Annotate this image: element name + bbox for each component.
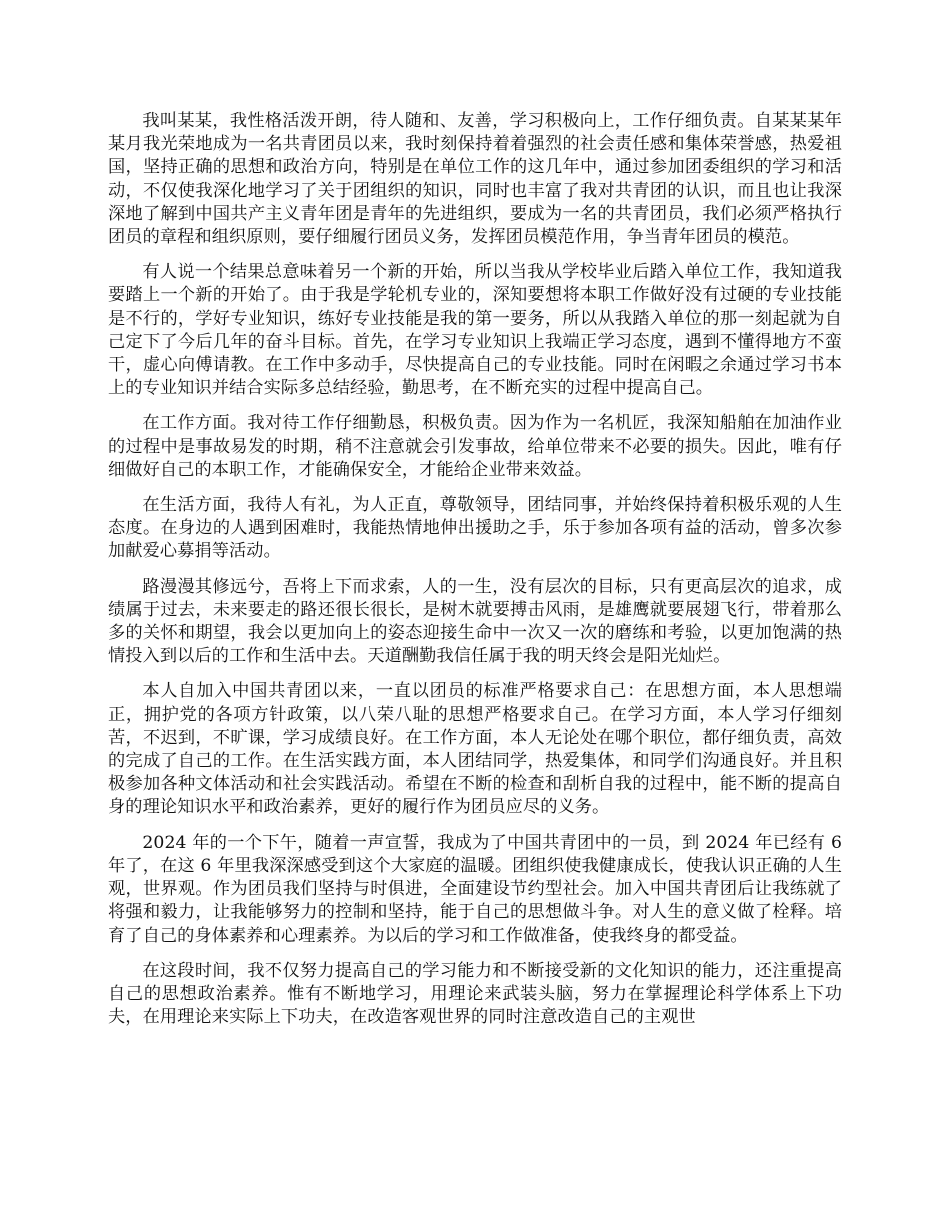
paragraph-7: 2024 年的一个下午，随着一声宣誓，我成为了中国共青团中的一员，到 2024 年已经有 6 年了，在这 6 年里我深深感受到这个大家庭的温暖。团组织使我健康成长，使我认识正确的人生观，世界观。作为团员我们坚持与时俱进，全面建设节约型社会。加入中国共青团后让我练就了将强和毅力，让我能够努力的控制和坚持，能于自己的思想做斗争。对人生的意义做了栓释。培育了自己的身体素养和心理素养。为以后的学习和工作做准备，使我终身的都受益。 <box>108 832 842 946</box>
paragraph-4: 在生活方面，我待人有礼，为人正直，尊敬领导，团结同事，并始终保持着积极乐观的人生态度。在身边的人遇到困难时，我能热情地伸出援助之手，乐于参加各项有益的活动，曾多次参加献爱心募捐等活动。 <box>108 495 842 562</box>
paragraph-6: 本人自加入中国共青团以来，一直以团员的标准严格要求自己：在思想方面，本人思想端正，拥护党的各项方针政策，以八荣八耻的思想严格要求自己。在学习方面，本人学习仔细刻苦，不迟到，不旷课，学习成绩良好。在工作方面，本人无论处在哪个职位，都仔细负责，高效的完成了自己的工作。在生活实践方面，本人团结同学，热爱集体，和同学们沟通良好。并且积极参加各种文体活动和社会实践活动。希望在不断的检查和刮析自我的过程中，能不断的提高自身的理论知识水平和政治素养，更好的履行作为团员应尽的义务。 <box>108 681 842 818</box>
paragraph-5: 路漫漫其修远兮，吾将上下而求索，人的一生，没有层次的目标，只有更高层次的追求，成绩属于过去，未来要走的路还很长很长，是树木就要搏击风雨，是雄鹰就要展翅飞行，带着那么多的关怀和期望，我会以更加向上的姿态迎接生命中一次又一次的磨练和考验，以更加饱满的热情投入到以后的工作和生活中去。天道酬勤我信任属于我的明天终会是阳光灿烂。 <box>108 576 842 667</box>
document-page <box>108 110 842 1210</box>
paragraph-3: 在工作方面。我对待工作仔细勤恳，积极负责。因为作为一名机匠，我深知船舶在加油作业的过程中是事故易发的时期，稍不注意就会引发事故，给单位带来不必要的损失。因此，唯有仔细做好自己的本职工作，才能确保安全，才能给企业带来效益。 <box>108 413 842 480</box>
paragraph-8: 在这段时间，我不仅努力提高自己的学习能力和不断接受新的文化知识的能力，还注重提高自己的思想政治素养。惟有不断地学习，用理论来武装头脑，努力在掌握理论科学体系上下功夫，在用理论来实际上下功夫，在改造客观世界的同时注意改造自己的主观世 <box>108 960 842 1028</box>
paragraph-1: 我叫某某，我性格活泼开朗，待人随和、友善，学习积极向上，工作仔细负责。自某某某年某月我光荣地成为一名共青团员以来，我时刻保持着着强烈的社会责任感和集体荣誉感，热爱祖国，坚持正确的思想和政治方向，特别是在单位工作的这几年中，通过参加团委组织的学习和活动，不仅使我深化地学习了关于团组织的知识，同时也丰富了我对共青团的认识，而且也让我深深地了解到中国共产主义青年团是青年的先进组织，要成为一名的共青团员，我们必须严格执行团员的章程和组织原则，要仔细履行团员义务，发挥团员模范作用，争当青年团员的模范。 <box>108 111 842 248</box>
paragraph-2: 有人说一个结果总意味着另一个新的开始，所以当我从学校毕业后踏入单位工作，我知道我要踏上一个新的开始了。由于我是学轮机专业的，深知要想将本职工作做好没有过硬的专业技能是不行的，学好专业知识，练好专业技能是我的第一要务，所以从我踏入单位的那一刻起就为自己定下了今后几年的奋斗目标。首先，在学习专业知识上我端正学习态度，遇到不懂得地方不蛮干，虚心向傅请教。在工作中多动手，尽快提高自己的专业技能。同时在闲暇之余通过学习书本上的专业知识并结合实际多总结经验，勤思考，在不断充实的过程中提高自己。 <box>108 262 842 399</box>
